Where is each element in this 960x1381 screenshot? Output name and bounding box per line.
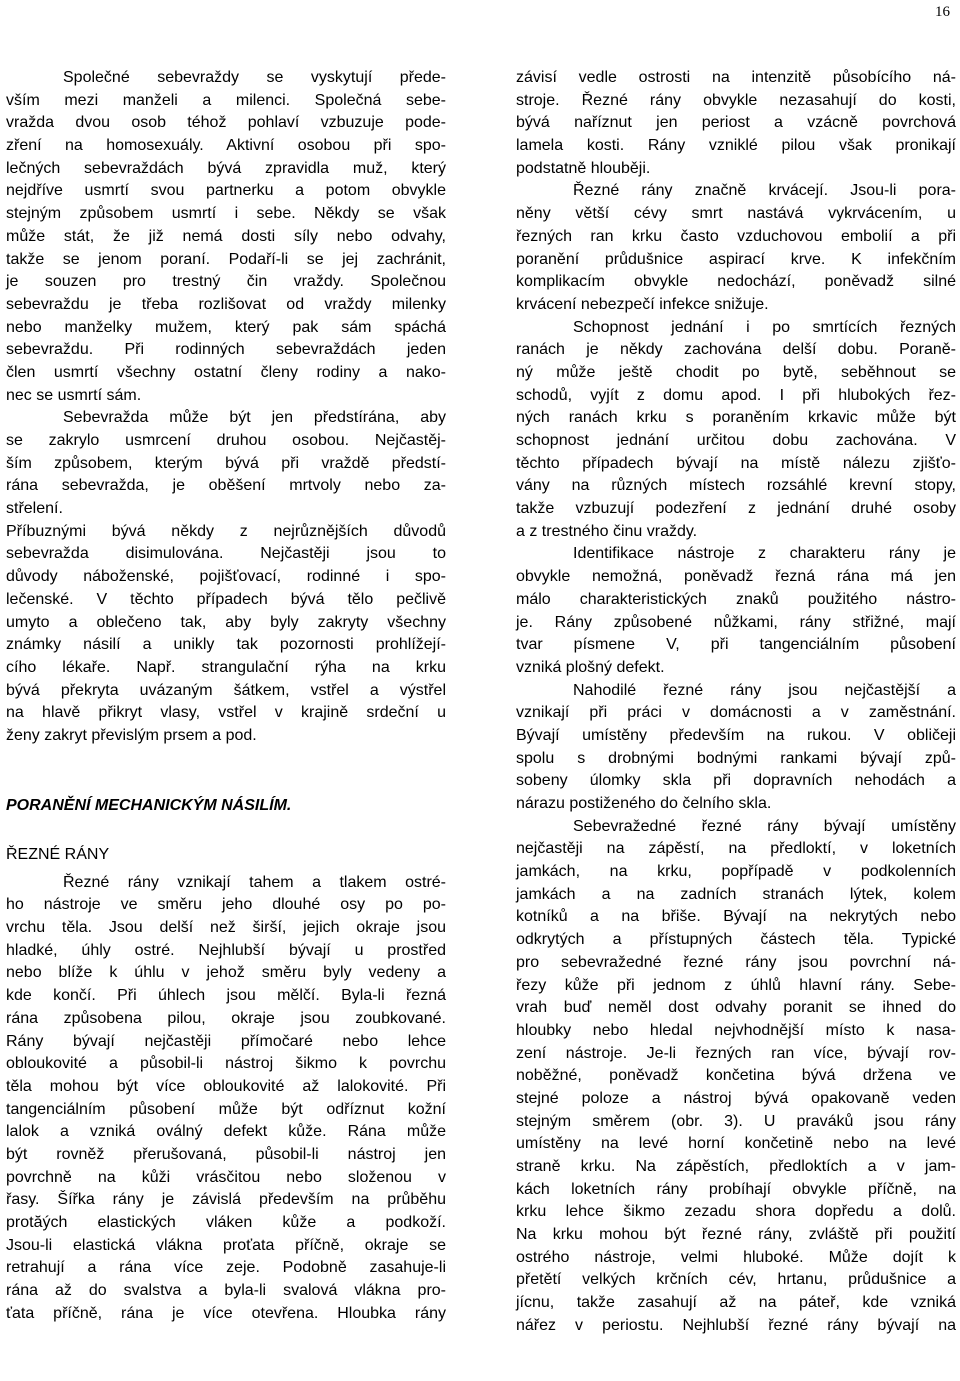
text-line: nářez v periostu. Nejhlubší řezné rány bývají na	[516, 1316, 956, 1334]
text-line: něny větší cévy smrt nastává vykrvácením, u	[516, 205, 956, 223]
text-line: nec se usmrtí sám.	[6, 386, 142, 404]
text-line: Řezné rány značně krvácejí. Jsou-li pora-	[573, 182, 956, 200]
text-line: řezy kůže při jednom z úhlů hlavní rány. Sebe-	[516, 976, 956, 994]
text-line: straně krku. Na zápěstích, předloktích a v jam-	[516, 1158, 956, 1175]
text-line: stejným způsobem usmrtí i sebe. Někdy se však	[6, 205, 446, 223]
section-heading: PORANĚNÍ MECHANICKÝM NÁSILÍM.	[6, 797, 292, 814]
text-line: tangenciálním působení může být odříznut kožní	[6, 1100, 446, 1118]
text-line: člen usmrtí všechny ostatní členy rodiny a nako-	[6, 363, 446, 381]
text-line: řasy. Šířka rány je závislá především na průběhu	[6, 1191, 446, 1209]
text-line: řezných ran krku často vzduchovou embolií a při	[516, 227, 956, 245]
text-line: známky násilí a unikly tak pozornosti prohlížejí-	[6, 636, 446, 654]
text-line: ných ranách krku s poraněním krkavic může být	[516, 409, 956, 427]
text-line: Identifikace nástroje z charakteru rány je	[573, 545, 956, 563]
text-line: nejdříve usmrtí svou partnerku a potom obvykle	[6, 182, 446, 200]
text-line: těchto případech bývají na místě nálezu zjišťo-	[516, 454, 956, 472]
text-line: poranění průdušnice aspirací krve. K infekčním	[516, 250, 956, 268]
text-line: ranách je někdy zachována delší dobu. Poraně-	[516, 341, 956, 359]
text-line: protăých elastických vláken kůže a podkoží.	[6, 1214, 446, 1231]
paragraph	[6, 521, 446, 748]
text-line: spolu s drobnými bodnými rankami bývají způ-	[516, 749, 956, 767]
text-line: Schopnost jednání i po smrtících řezných	[573, 318, 956, 336]
text-line: vrah buď neměl dost odvahy poranit se ihned do	[516, 999, 956, 1017]
text-line: závisí vedle ostrosti na intenzitě působícího ná-	[516, 69, 956, 86]
text-line: vzniká plošný defekt.	[516, 658, 665, 676]
text-line: je. Rány způsobené nůžkami, rány střižné, mají	[516, 613, 956, 631]
text-line: rána sebevražda, je oběšení mrtvoly nebo za-	[6, 477, 446, 495]
text-line: nejčastěji na zápěstí, na předloktí, v loketních	[516, 840, 956, 858]
text-line: být rovněž přerušovaná, působil-li nástroj jen	[6, 1145, 446, 1163]
text-line: takže se jenom poraní. Podaří-li se jej zachránit,	[6, 250, 446, 268]
text-line: umyto a oblečeno tak, aby byly zakryty všechny	[6, 613, 446, 631]
text-line: vražda dvou osob téhož pohlaví vzbuzuje pode-	[6, 114, 446, 132]
text-line: kotníků a na břiše. Bývají na nekrytých nebo	[516, 908, 956, 926]
paragraph	[516, 67, 956, 180]
text-line: lečných sebevraždách bývá zpravidla muž, který	[6, 159, 446, 177]
paragraph	[516, 317, 956, 544]
text-line: cího lékaře. Např. strangulační rýha na krku	[6, 658, 446, 676]
text-line: Řezné rány vznikají tahem a tlakem ostré-	[63, 873, 446, 891]
text-line: rána až do svalstva a byla-li svalová vlákna pro-	[6, 1282, 446, 1300]
text-line: jamkách, na krku, popřípadě v podkolenních	[516, 863, 956, 881]
text-line: Na krku mohou být řezné rány, zvláště při použití	[516, 1226, 956, 1244]
text-line: hloubky nebo hledal nejvhodnější místo k nasa-	[516, 1021, 956, 1039]
text-line: je souzen pro trestný čin vraždy. Společnou	[6, 273, 446, 291]
text-line: sebevražda disimulována. Nejčastěji jsou to	[6, 545, 446, 563]
text-line: lalok a vzniká oválný defekt kůže. Rána může	[6, 1123, 446, 1141]
text-line: důvody náboženské, pojišťovací, rodinné i spo-	[6, 568, 446, 586]
text-line: krku lehce šikmo zezadu shora dopředu a dolů.	[516, 1203, 956, 1221]
paragraph	[516, 543, 956, 679]
text-line: umístěny na levé horní končetině nebo na levé	[516, 1135, 956, 1153]
text-line: ho nástroje ve směru jeho dlouhé osy po po-	[6, 896, 446, 914]
text-line: málo charakteristických znaků použitého nástro-	[516, 590, 956, 608]
text-line: vším mezi manželi a milenci. Společná sebe-	[6, 91, 446, 109]
right-column	[516, 67, 956, 1338]
text-line: vznikají při práci v domácnosti a v zaměstnání.	[516, 704, 956, 722]
text-line: odkrytých a přístupných částech těla. Typické	[516, 931, 956, 949]
text-line: noběžné, poněvadž končetina bývá držena ve	[516, 1067, 956, 1085]
text-line: Nahodilé řezné rány jsou nejčastější a	[573, 681, 956, 699]
page-number: 16	[935, 4, 950, 20]
text-line: stroje. Řezné rány obvykle nezasahují do kosti,	[516, 91, 956, 109]
text-line: stejným směrem (obr. 3). U praváků jsou rány	[516, 1112, 956, 1130]
text-line: rána způsobena pilou, okraje jsou zoubkované.	[6, 1009, 446, 1027]
text-line: lečenské. V těchto případech bývá tělo pečlivě	[6, 590, 446, 608]
text-line: sebevraždu je třeba rozlišovat od vraždy milenky	[6, 295, 446, 313]
sub-heading: ŘEZNÉ RÁNY	[6, 845, 110, 863]
text-line: lamela kosti. Rány vzniklé pilou však pronikají	[516, 137, 956, 155]
paragraph	[6, 872, 446, 1326]
text-line: podstatně hlouběji.	[516, 159, 651, 177]
text-line: ný může ještě chodit po bytě, seběhnout se	[516, 363, 956, 381]
text-line: takže vzbuzují podezření z jednání druhé osoby	[516, 500, 956, 518]
text-line: se zakrylo usmrcení druhou osobou. Nejčastěj-	[6, 432, 446, 449]
text-line: stejné poloze a nástroj bývá opakovaně veden	[516, 1089, 956, 1107]
text-line: sobeny úlomky skla při dopravních nehodách a	[516, 772, 956, 790]
text-line: vrchu těla. Jsou delší než širší, jejich okraje jsou	[6, 919, 446, 937]
text-line: Společné sebevraždy se vyskytují přede-	[63, 69, 446, 86]
text-line: ťata příčně, rána je více otevřena. Hloubka rány	[6, 1304, 446, 1322]
text-line: nárazu postiženého do čelního skla.	[516, 795, 772, 812]
text-line: bývá naříznut jen periost a vzácně povrchová	[516, 114, 956, 132]
text-line: zení nástroje. Je-li řezných ran více, bývají rov-	[516, 1044, 956, 1062]
text-line: nebo blíže k úhlu v jehož směru byly vedeny a	[6, 964, 446, 982]
text-line: hladké, úhly ostré. Nejhlubší bývají u prostřed	[6, 941, 446, 959]
paragraph	[6, 407, 446, 520]
text-line: nebo manželky mužem, který pak sám spáchá	[6, 318, 446, 336]
text-line: může stát, že již nemá dosti síly nebo odvahy,	[6, 227, 446, 245]
paragraph	[516, 816, 956, 1338]
text-line: ženy zakryt převislým prsem a pod.	[6, 726, 257, 744]
text-line: sebevraždu. Při rodinných sebevraždách jeden	[6, 341, 446, 359]
text-line: Rány bývají nejčastěji přímočaré nebo lehce	[6, 1032, 446, 1050]
text-line: Bývají umístěny především na rukou. V obličeji	[516, 726, 956, 744]
text-line: přetětí velkých krčních cév, hrtanu, průdušnice a	[516, 1271, 956, 1289]
text-line: povrchně na kůži vrásčitou nebo složenou v	[6, 1168, 446, 1186]
text-line: komplikacím obvykle nedochází, poněvadž silné	[516, 273, 956, 291]
text-line: bývá překryta uvázaným šátkem, vstřel a výstřel	[6, 681, 446, 699]
text-line: retrahují a rána více zeje. Podobně zasahuje-li	[6, 1259, 446, 1277]
text-line: Jsou-li elastická vlákna proťata příčně, okraje se	[6, 1236, 446, 1254]
text-line: střelení.	[6, 500, 63, 518]
text-line: jamkách a na zadních stranách lýtek, kolem	[516, 885, 956, 903]
text-line: ším způsobem, kterým bývá při vraždě předstí-	[6, 454, 446, 472]
text-line: ostrého nástroje, velmi hluboké. Může dojít k	[516, 1248, 956, 1266]
text-line: obvykle nemožná, poněvadž řezná rána má jen	[516, 568, 956, 586]
text-line: obloukovité a působil-li nástroj šikmo k povrchu	[6, 1055, 446, 1073]
text-line: pro sebevražedné řezné rány jsou povrchní ná-	[516, 953, 956, 971]
text-line: na hlavě přikryt vlasy, vstřel v krajině srdeční u	[6, 704, 446, 722]
left-column	[6, 67, 446, 1325]
text-line: vány na různých místech rozsáhlé krevní stopy,	[516, 477, 956, 495]
paragraph	[516, 680, 956, 816]
text-line: těla mohou být více obloukovité až lalokovité. Při	[6, 1077, 446, 1095]
text-line: a z trestného činu vraždy.	[516, 522, 698, 540]
text-line: tvar písmene V, při tangenciálním působení	[516, 636, 956, 654]
text-line: schodů, vyjít z domu apod. I při hlubokých řez-	[516, 386, 956, 404]
text-line: schopnost jednání určitou dobu zachována. V	[516, 432, 956, 449]
text-line: krvácení nebezpečí infekce snižuje.	[516, 295, 769, 313]
text-line: Příbuznými bývá někdy z nejrůznějších důvodů	[6, 522, 446, 540]
text-line: jícnu, takže zasahují až na páteř, kde vzniká	[516, 1294, 956, 1312]
text-line: kde končí. Při úhlech jsou mělčí. Byla-li řezná	[6, 987, 446, 1005]
text-line: kách loketních rány probíhají obvykle příčně, na	[516, 1180, 956, 1198]
text-line: Sebevražedné řezné rány bývají umístěny	[573, 817, 956, 835]
paragraph	[516, 180, 956, 316]
paragraph	[6, 67, 446, 407]
text-line: Sebevražda může být jen předstírána, aby	[63, 409, 446, 427]
text-line: zření na homosexuály. Aktivní osobou při spo-	[6, 137, 446, 155]
